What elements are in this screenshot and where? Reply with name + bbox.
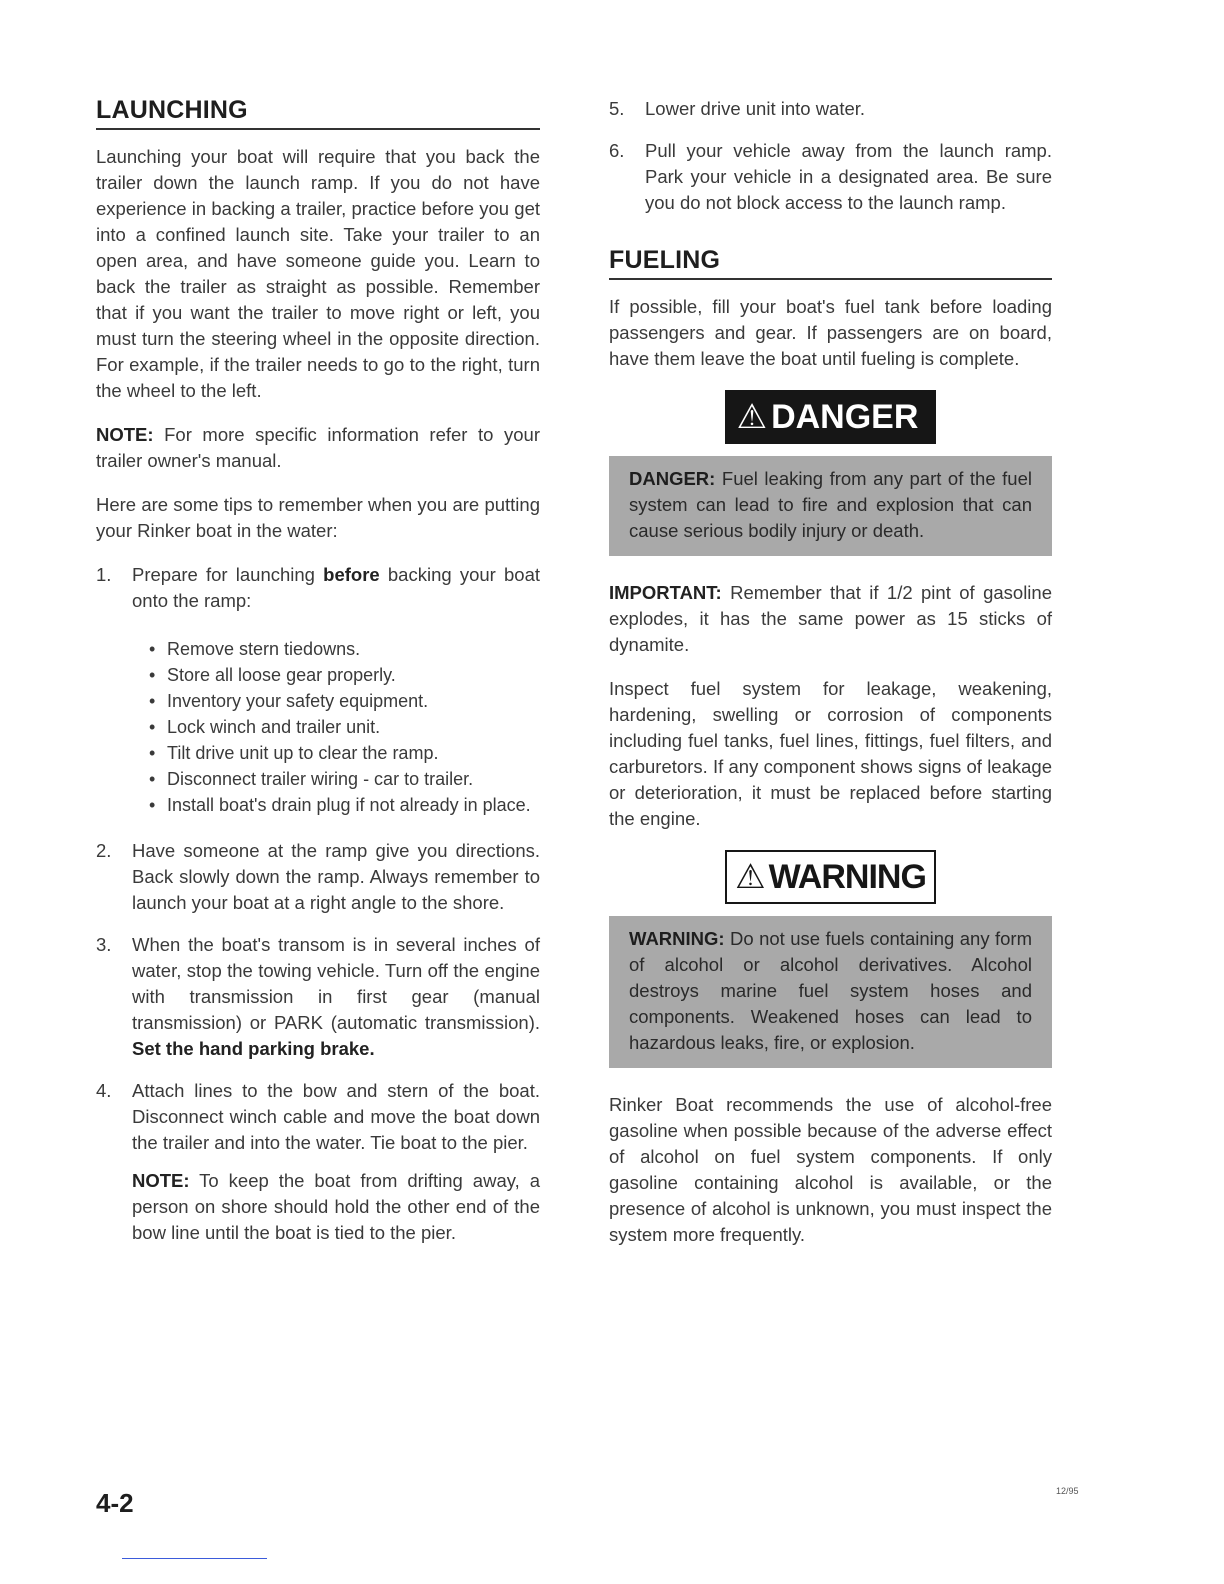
- warning-sign: [725, 850, 936, 904]
- step-number: 3.: [96, 934, 112, 955]
- fueling-intro: If possible, fill your boat's fuel tank before loading passengers and gear. If passengers are on board, have them leave the boat until fueling is complete.: [609, 296, 1052, 369]
- list-item: • Tilt drive unit up to clear the ramp.: [149, 740, 540, 766]
- list-item: • Store all loose gear properly.: [149, 662, 540, 688]
- step-emphasis: before: [323, 564, 380, 585]
- step-text: Lower drive unit into water.: [645, 98, 866, 119]
- note-text: To keep the boat from drifting away, a person on shore should hold the other end of the bow line until the boat is tied to the pier.: [132, 1170, 540, 1243]
- list-item: • Remove stern tiedowns.: [149, 636, 540, 662]
- danger-text: Fuel leaking from any part of the fuel system can lead to fire and explosion that can cause serious bodily injury or death.: [629, 468, 1032, 541]
- launch-steps: [96, 562, 540, 1246]
- danger-box: [609, 456, 1052, 556]
- step-text: Pull your vehicle away from the launch ramp. Park your vehicle in a designated area. Be sure you do not block access to the launch ramp.: [645, 140, 1052, 213]
- important-note: [609, 580, 1052, 658]
- revision-date: 12/95: [1056, 1486, 1079, 1496]
- warning-text: Do not use fuels containing any form of alcohol or alcohol derivatives. Alcohol destroys marine fuel system hoses and components. Weakened hoses can lead to hazardous leaks, fire, or explosion.: [629, 928, 1032, 1053]
- trailer-note: [96, 422, 540, 474]
- step-number: 1.: [96, 564, 112, 585]
- launching-heading: LAUNCHING: [96, 96, 540, 130]
- warning-sign-wrap: [609, 850, 1052, 904]
- important-label: IMPORTANT:: [609, 582, 722, 603]
- danger-sign: [725, 390, 937, 444]
- launching-intro: Launching your boat will require that you back the trailer down the launch ramp. If you do not have experience in backing a trailer, practice before you get into a confined launch site. Take your trailer to an open area, and have someone guide you. Learn to back the trailer as straight as possible. Remember that if you want the trailer to move right or left, you must turn the steering wheel in the opposite direction. For example, if the trailer needs to go to the right, turn the wheel to the left.: [96, 146, 540, 401]
- drift-note: [132, 1168, 540, 1246]
- step-6: [609, 138, 1052, 216]
- danger-sign-wrap: [609, 390, 1052, 444]
- step-number: 4.: [96, 1080, 112, 1101]
- step-text: Prepare for launching: [132, 564, 324, 585]
- recommend-paragraph: Rinker Boat recommends the use of alcohol-free gasoline when possible because of the adverse effect of alcohol on fuel system components. If only gasoline containing alcohol is available, or the presence of alcohol is unknown, you must inspect the system more frequently.: [609, 1094, 1052, 1245]
- continued-steps: [609, 96, 1052, 216]
- step-text: Attach lines to the bow and stern of the boat. Disconnect winch cable and move the boat down the trailer and into the water. Tie boat to the pier.: [132, 1080, 540, 1153]
- important-text: Remember that if 1/2 pint of gasoline explodes, it has the same power as 15 sticks of dynamite.: [609, 582, 1052, 655]
- step-2: [96, 838, 540, 916]
- step-1: [96, 562, 540, 818]
- step-number: 2.: [96, 840, 112, 861]
- page-number: 4-2: [96, 1488, 134, 1518]
- prep-checklist: [132, 636, 540, 818]
- bottom-rule: [122, 1558, 267, 1559]
- warning-triangle-icon: ⚠: [736, 398, 768, 436]
- step-text: When the boat's transom is in several inches of water, stop the towing vehicle. Turn off the engine with transmission in first gear (manual transmission) or PARK (automatic transmission).: [132, 934, 540, 1033]
- list-item: • Inventory your safety equipment.: [149, 688, 540, 714]
- warning-box: [609, 916, 1052, 1068]
- list-item: • Disconnect trailer wiring - car to trailer.: [149, 766, 540, 792]
- step-text: backing your boat onto the ramp:: [132, 564, 540, 611]
- danger-sign-text: DANGER: [771, 398, 919, 436]
- inspect-paragraph: Inspect fuel system for leakage, weakening, hardening, swelling or corrosion of components including fuel tanks, fuel lines, fittings, fuel filters, and carburetors. If any component shows signs of leakage or deterioration, it must be replaced before starting the engine.: [609, 678, 1052, 829]
- right-column: [609, 96, 1052, 1266]
- note-label: NOTE:: [96, 424, 154, 445]
- warning-sign-text: WARNING: [768, 858, 926, 896]
- step-4: [96, 1078, 540, 1246]
- note-label: NOTE:: [132, 1170, 190, 1191]
- step-number: 5.: [609, 98, 625, 119]
- warning-triangle-icon: ⚠: [735, 858, 765, 896]
- tips-intro: Here are some tips to remember when you are putting your Rinker boat in the water:: [96, 494, 540, 541]
- fueling-heading: FUELING: [609, 246, 1052, 280]
- danger-label: DANGER:: [629, 468, 716, 489]
- step-3: [96, 932, 540, 1062]
- step-5: [609, 96, 1052, 122]
- step-emphasis: Set the hand parking brake.: [132, 1038, 375, 1059]
- list-item: • Install boat's drain plug if not already in place.: [149, 792, 540, 818]
- left-column: [96, 96, 540, 1262]
- step-text: Have someone at the ramp give you directions. Back slowly down the ramp. Always remember to launch your boat at a right angle to the shore.: [132, 840, 540, 913]
- note-text: For more specific information refer to your trailer owner's manual.: [96, 424, 540, 471]
- warning-label: WARNING:: [629, 928, 725, 949]
- list-item: • Lock winch and trailer unit.: [149, 714, 540, 740]
- step-number: 6.: [609, 140, 625, 161]
